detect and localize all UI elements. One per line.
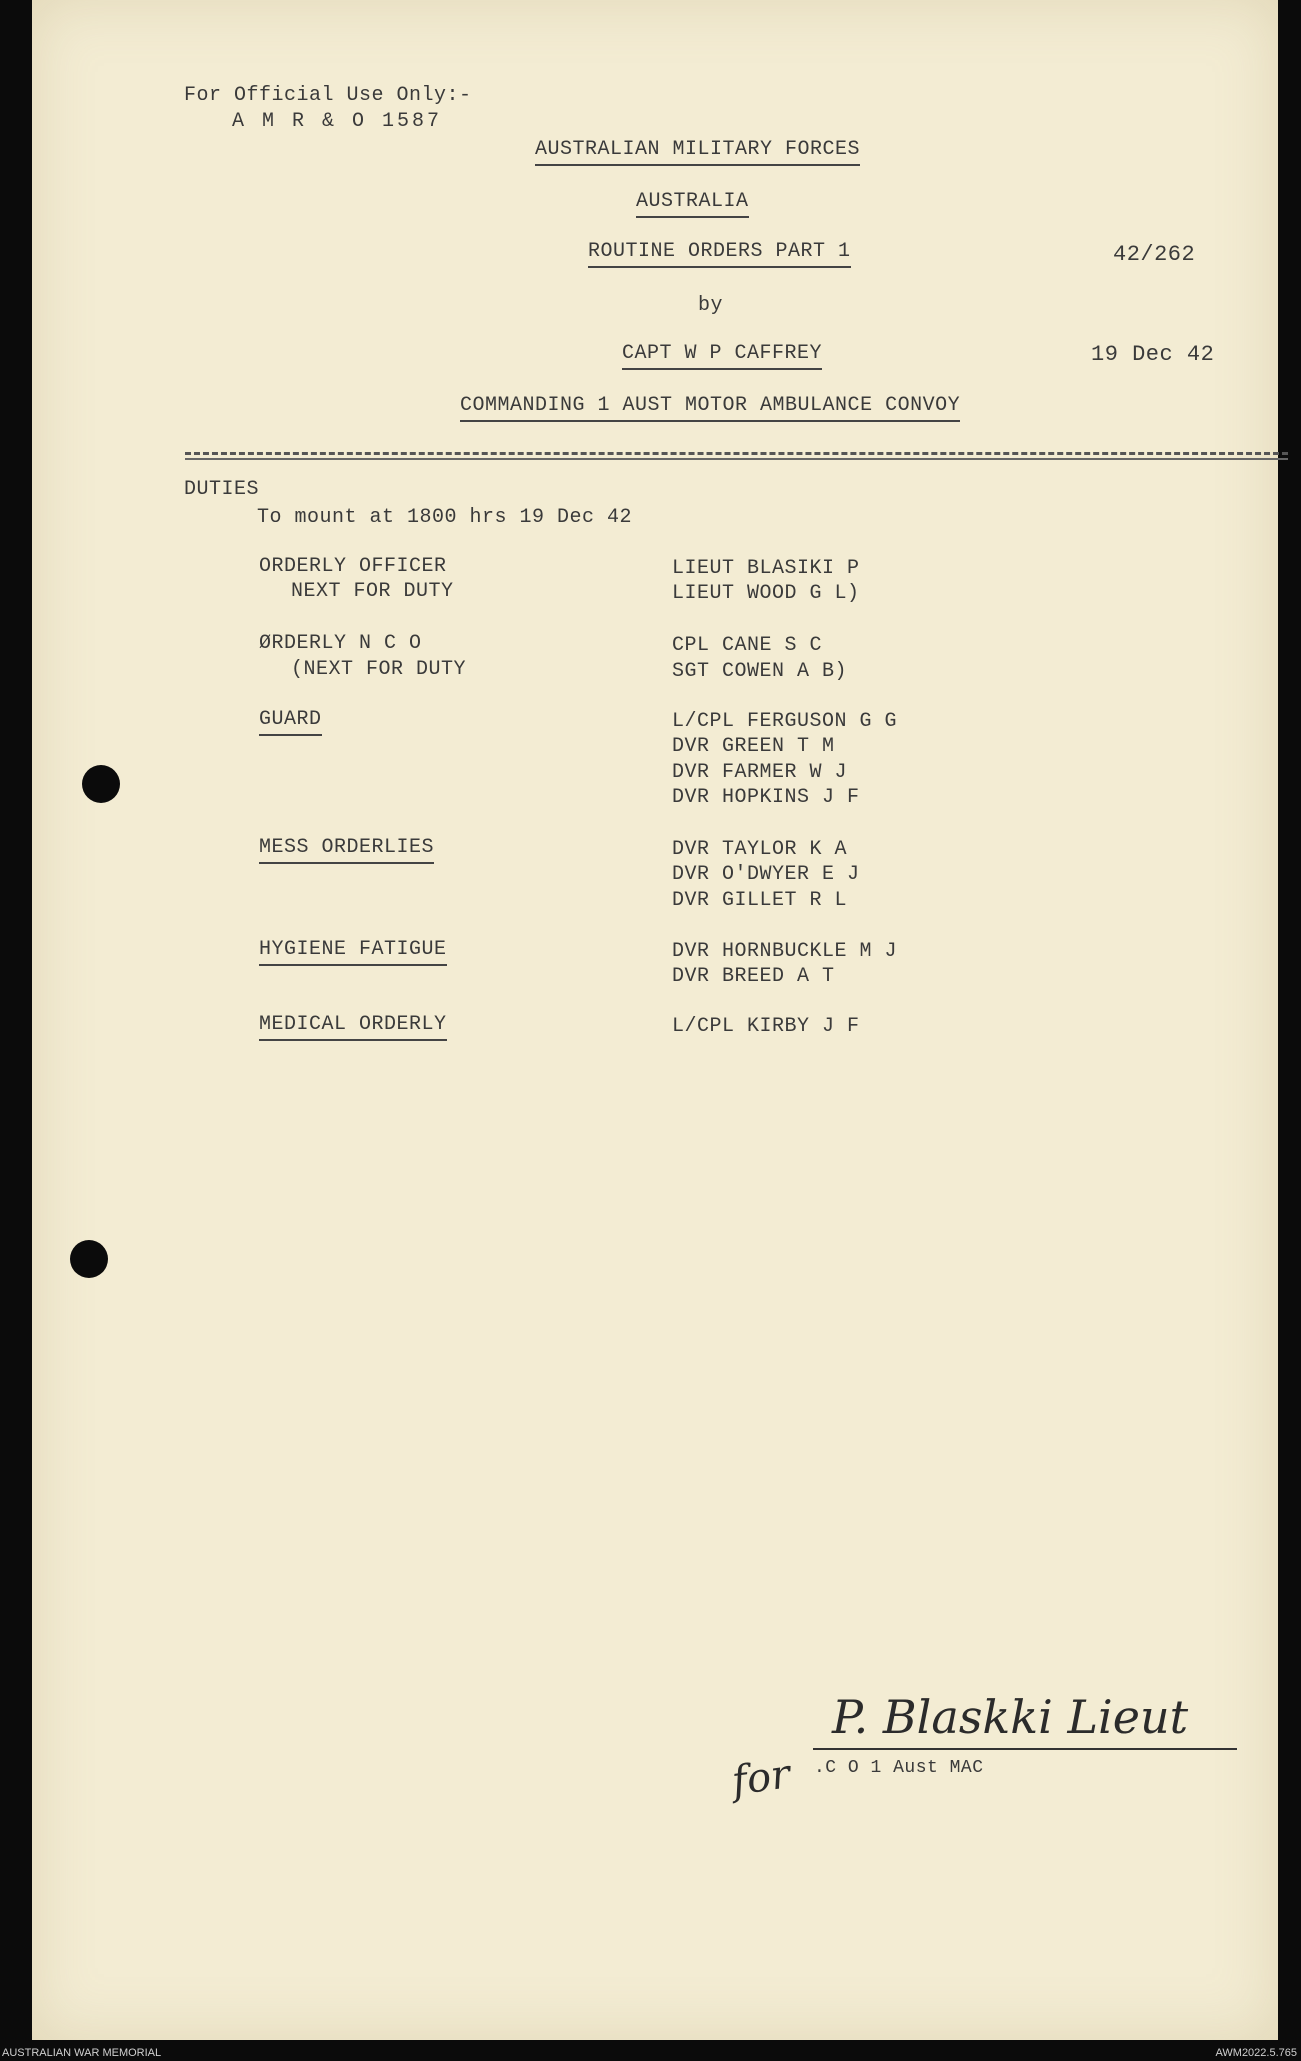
duty-label-medical-orderly: MEDICAL ORDERLY [259, 1013, 447, 1041]
duty-name: LIEUT WOOD G L) [672, 582, 860, 605]
signature-prefix: for [729, 1751, 793, 1805]
duty-label-orderly-officer: ORDERLY OFFICER [259, 555, 447, 578]
duty-name: DVR GILLET R L [672, 889, 848, 912]
duty-name: DVR HOPKINS J F [672, 786, 860, 809]
duty-label-hygiene-fatigue: HYGIENE FATIGUE [259, 938, 447, 966]
duty-name: DVR BREED A T [672, 965, 835, 988]
duty-name: DVR O'DWYER E J [672, 863, 860, 886]
duty-name: CPL CANE S C [672, 634, 823, 657]
duty-label-next-nco: (NEXT FOR DUTY [291, 658, 467, 681]
duty-name: L/CPL FERGUSON G G [672, 710, 898, 733]
unit-title: COMMANDING 1 AUST MOTOR AMBULANCE CONVOY [460, 394, 960, 422]
duty-label-mess-orderlies: MESS ORDERLIES [259, 836, 434, 864]
punch-hole [70, 1240, 108, 1278]
footer-id: AWM2022.5.765 [1215, 2047, 1297, 2059]
duty-name: SGT COWEN A B) [672, 660, 848, 683]
duty-label-next-officer: NEXT FOR DUTY [291, 580, 454, 603]
mount-time: To mount at 1800 hrs 19 Dec 42 [257, 506, 633, 529]
order-date: 19 Dec 42 [1091, 342, 1215, 367]
official-use-label: For Official Use Only:- [184, 84, 472, 107]
reference-number: A M R & O 1587 [232, 110, 443, 133]
duty-name: DVR FARMER W J [672, 761, 848, 784]
duty-name: LIEUT BLASIKI P [672, 557, 860, 580]
document-page [32, 0, 1278, 2040]
header-rule-solid [185, 458, 1288, 460]
signature-line [813, 1748, 1237, 1750]
duty-name: DVR HORNBUCKLE M J [672, 940, 898, 963]
duty-label-orderly-nco: ØRDERLY N C O [259, 632, 422, 655]
duties-heading: DUTIES [184, 478, 260, 501]
duty-name: DVR GREEN T M [672, 735, 835, 758]
duty-name: L/CPL KIRBY J F [672, 1015, 860, 1038]
orders-title: ROUTINE ORDERS PART 1 [588, 240, 851, 268]
punch-hole [82, 765, 120, 803]
country-title: AUSTRALIA [636, 190, 749, 218]
footer-credit: AUSTRALIAN WAR MEMORIAL [2, 2047, 162, 2059]
org-title: AUSTRALIAN MILITARY FORCES [535, 138, 860, 166]
duty-label-guard: GUARD [259, 708, 322, 736]
order-number: 42/262 [1113, 242, 1196, 267]
by-label: by [698, 294, 724, 317]
handwritten-signature: P. Blaskki Lieut [832, 1690, 1189, 1744]
signatory-title: .C O 1 Aust MAC [814, 1758, 984, 1778]
header-rule [185, 452, 1288, 455]
commander-name: CAPT W P CAFFREY [622, 342, 822, 370]
duty-name: DVR TAYLOR K A [672, 838, 848, 861]
